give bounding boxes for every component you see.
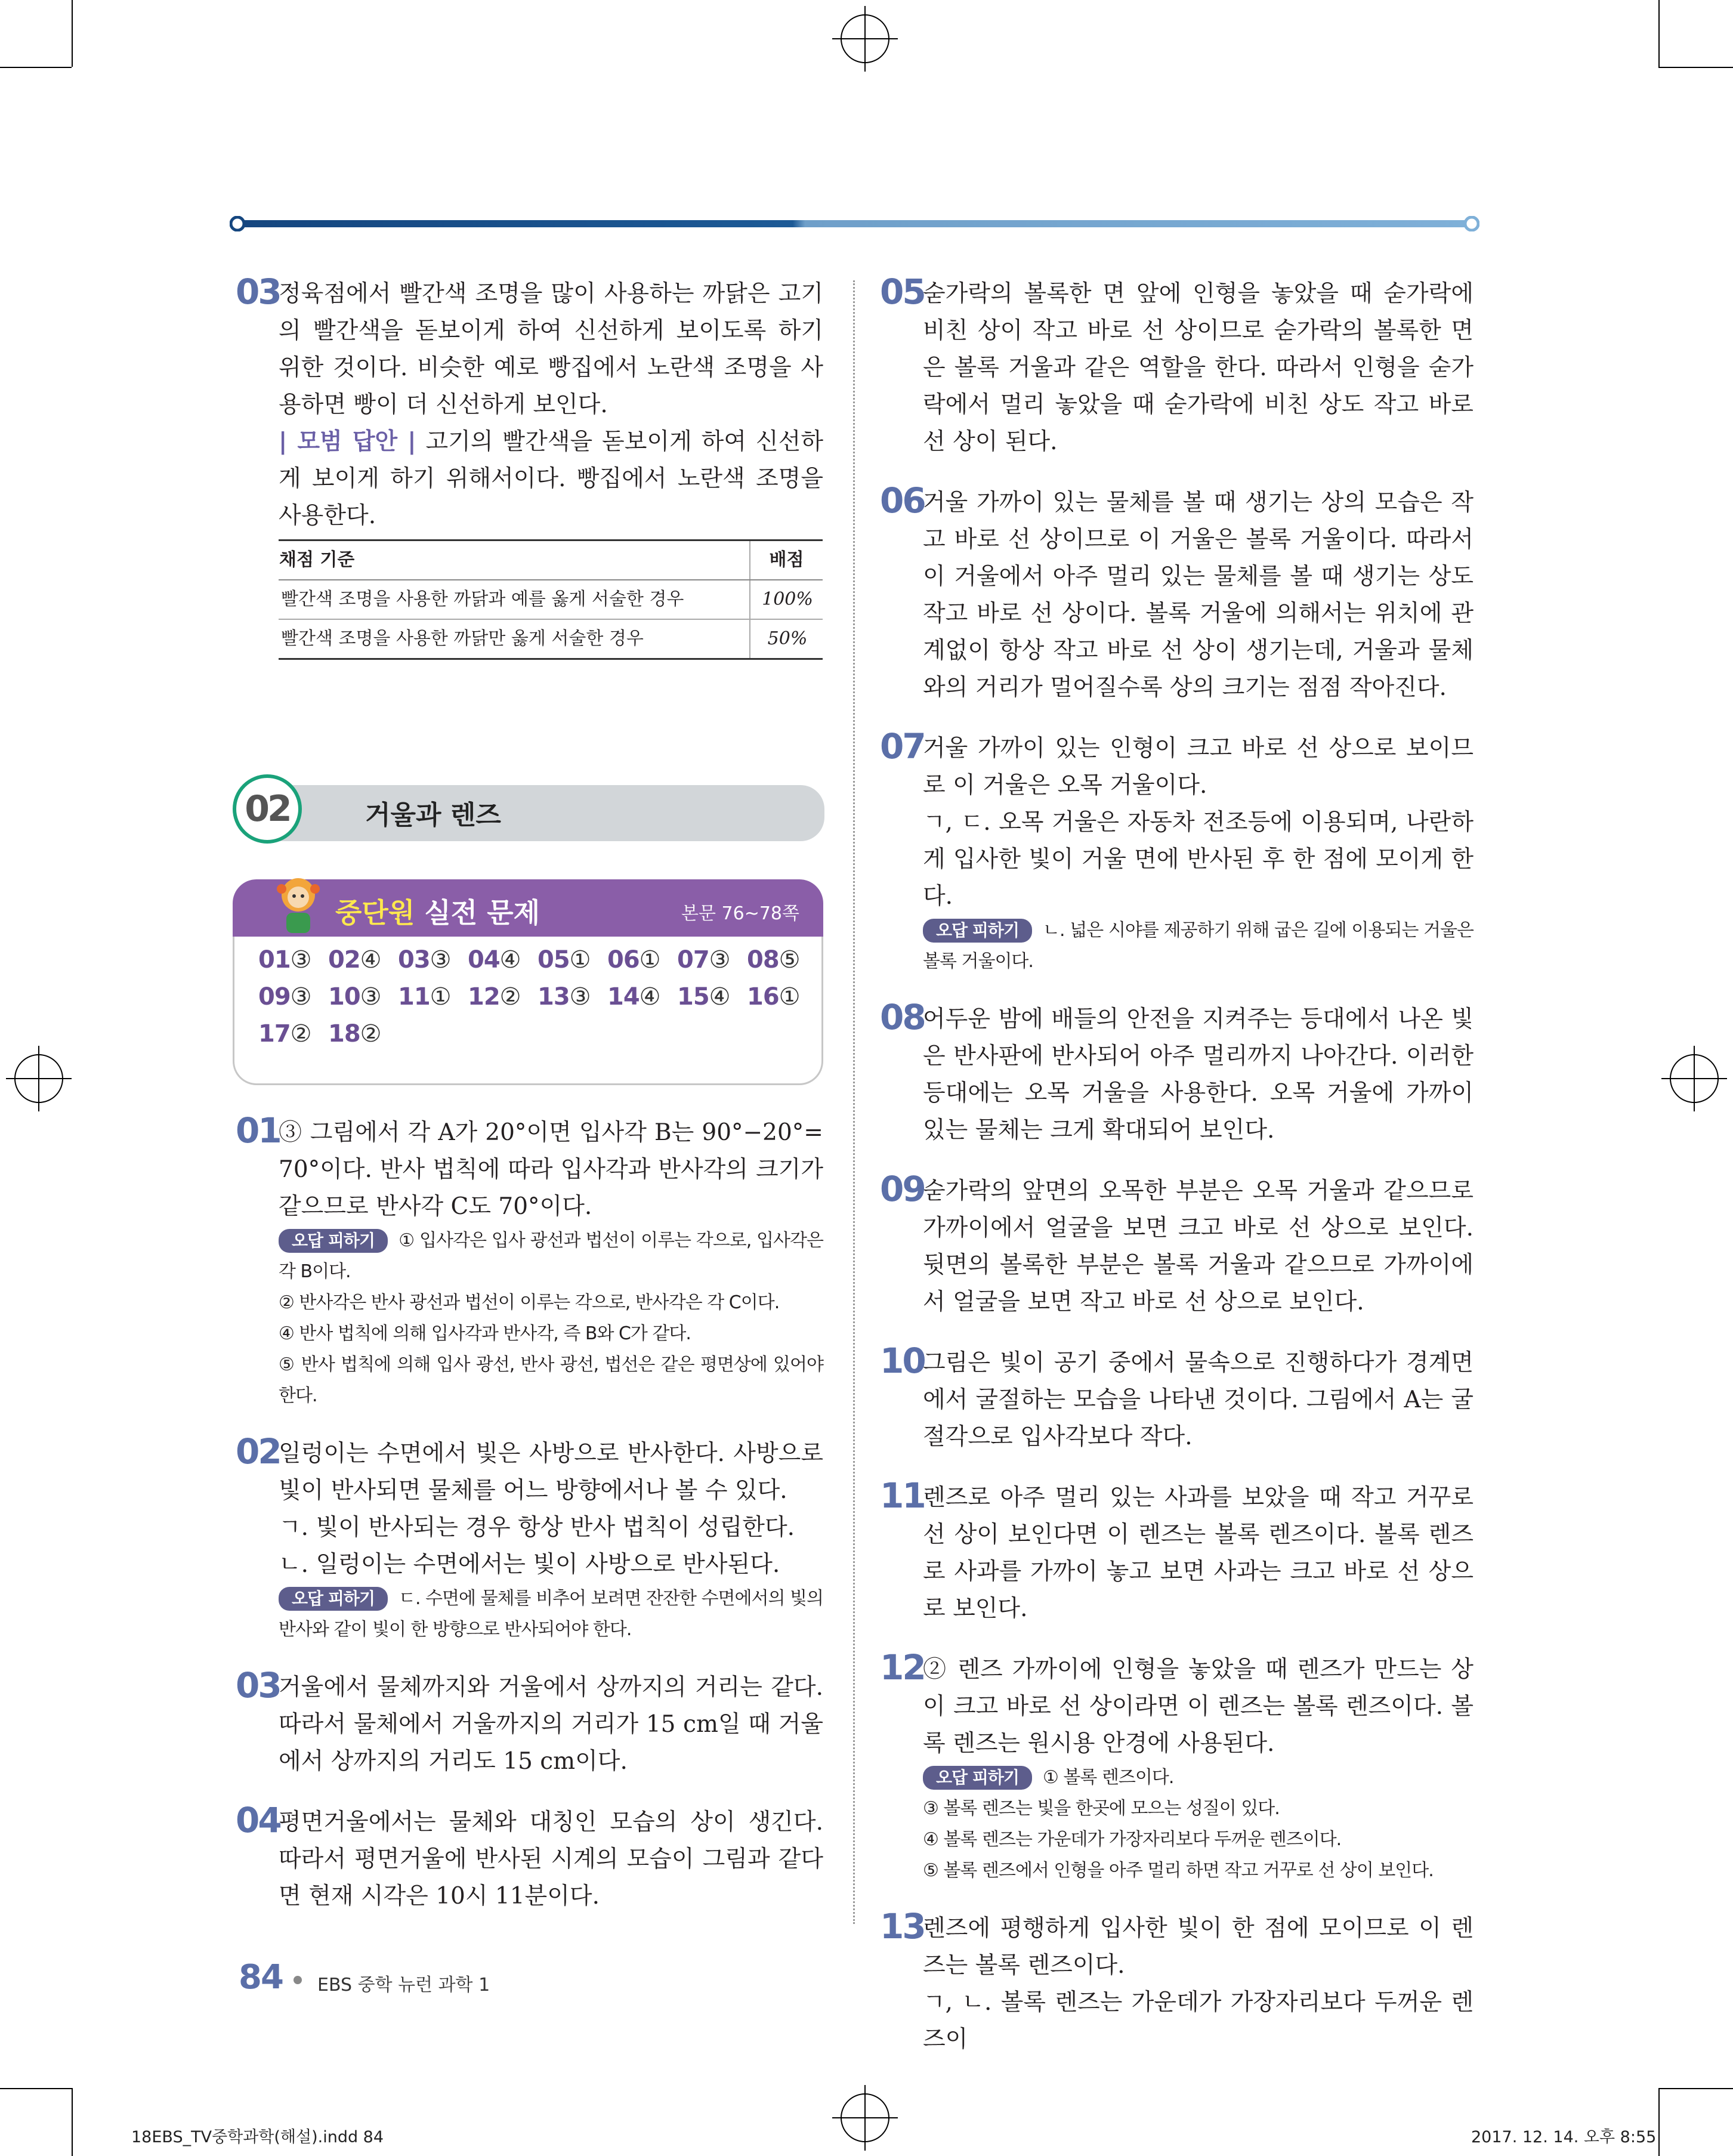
answer-item-03 [236, 1665, 823, 1780]
answer-key-header [233, 879, 823, 937]
answer-key-number: 12 [468, 983, 500, 1011]
crop-mark [1658, 2088, 1733, 2089]
answer-key-choice: ① [430, 983, 451, 1011]
crop-mark [1658, 67, 1733, 68]
wrong-answer-tip [923, 915, 1473, 977]
item-sub: ㄱ, ㄷ. 오목 거울은 자동차 전조등에 이용되며, 나란하게 입사한 빛이 거울 면에 반사된 후 한 점에 모이게 한다. [923, 809, 1473, 910]
answer-key-entry [537, 946, 591, 974]
answer-key-page-ref: 본문 76~78쪽 [681, 903, 799, 924]
item-number: 03 [236, 271, 280, 312]
answer-key-box [233, 879, 823, 1088]
answer-key-choice: ④ [639, 983, 660, 1011]
answer-key-choice: ④ [360, 946, 381, 974]
registration-mark [1661, 1046, 1727, 1111]
answer-key-choice: ③ [290, 946, 311, 974]
crop-mark [1658, 0, 1660, 67]
item-text: 렌즈로 아주 멀리 있는 사과를 보았을 때 작고 거꾸로 선 상이 보인다면 이 렌즈는 볼록 렌즈이다. 볼록 렌즈로 사과를 가까이 놓고 보면 사과는 크고 바로 선 상으로 보인다. [923, 1484, 1473, 1622]
item-number: 13 [880, 1906, 925, 1947]
answer-key-number: 01 [258, 946, 291, 974]
answer-key-choice: ① [569, 946, 591, 974]
item-number: 08 [880, 997, 925, 1037]
mascot-icon [268, 871, 328, 937]
tip-line: ③ 볼록 렌즈는 빛을 한곳에 모으는 성질이 있다. [923, 1798, 1280, 1819]
table-header-points: 배점 [750, 540, 823, 580]
item-number: 09 [880, 1169, 925, 1209]
answer-key-entry [258, 1020, 311, 1048]
answer-key-number: 17 [258, 1020, 291, 1048]
grading-table [279, 539, 823, 660]
crop-mark [0, 2088, 72, 2089]
answer-key-title [335, 891, 540, 931]
item-number: 11 [880, 1475, 925, 1516]
answer-key-choice: ① [779, 983, 800, 1011]
book-title: EBS 중학 뉴런 과학 1 [317, 1975, 490, 1996]
tip-line: ④ 반사 법칙에 의해 입사각과 반사각, 즉 B와 C가 같다. [279, 1323, 691, 1344]
table-cell-criterion: 빨간색 조명을 사용한 까닭만 옳게 서술한 경우 [279, 619, 750, 659]
table-cell-points: 50% [750, 619, 823, 659]
column-divider [853, 280, 855, 1924]
answer-key-choice: ④ [709, 983, 730, 1011]
page-number: 84 [239, 1958, 283, 1997]
answer-key-number: 04 [468, 946, 500, 974]
print-slug-datetime: 2017. 12. 14. 오후 8:55 [1471, 2128, 1657, 2146]
item-text: 그림은 빛이 공기 중에서 물속으로 진행하다가 경계면에서 굴절하는 모습을 나타낸 것이다. 그림에서 A는 굴절각으로 입사각보다 작다. [923, 1349, 1473, 1450]
answer-item-13 [880, 1906, 1473, 2058]
answer-key-entry [258, 946, 311, 974]
item-text: 거울에서 물체까지와 거울에서 상까지의 거리는 같다. 따라서 물체에서 거울까지의 거리가 15 cm일 때 거울에서 상까지의 거리도 15 cm이다. [279, 1674, 823, 1775]
answer-key-entry [328, 1020, 381, 1048]
answer-key-choice: ③ [360, 983, 381, 1011]
crop-mark [1658, 2088, 1660, 2156]
item-sub: ㄱ. 빛이 반사되는 경우 항상 반사 법칙이 성립한다. [279, 1514, 795, 1541]
tip-line: ④ 볼록 렌즈는 가운데가 가장자리보다 두꺼운 렌즈이다. [923, 1829, 1342, 1850]
answer-item-09 [880, 1169, 1473, 1321]
answer-item-02 [236, 1431, 823, 1645]
item-text: 숟가락의 앞면의 오목한 부분은 오목 거울과 같으므로 가까이에서 얼굴을 보면 크고 바로 선 상으로 보인다. 뒷면의 볼록한 부분은 볼록 거울과 같으므로 가까이에서 얼굴을 보면 작고 바로 선 상으로 보인다. [923, 1178, 1473, 1315]
answer-key-number: 05 [537, 946, 570, 974]
answer-key-number: 11 [398, 983, 430, 1011]
model-answer-label: | 모범 답안 | [279, 428, 416, 455]
answer-key-number: 15 [677, 983, 709, 1011]
answer-key-choice: ③ [569, 983, 591, 1011]
answer-key-title-b: 실전 문제 [424, 897, 540, 929]
answer-key-entry [677, 946, 730, 974]
answer-key-choice: ③ [290, 983, 311, 1011]
tip-line: ㄷ. 수면에 물체를 비추어 보려면 잔잔한 수면에서의 빛의 반사와 같이 빛이 한 방향으로 반사되어야 한다. [279, 1588, 823, 1640]
tip-line: ② 반사각은 반사 광선과 법선이 이루는 각으로, 반사각은 각 C이다. [279, 1292, 780, 1313]
answer-item-12 [880, 1647, 1473, 1886]
answer-item-01 [236, 1110, 823, 1411]
answer-key-title-a: 중단원 [335, 897, 415, 929]
answer-key-number: 02 [328, 946, 360, 974]
tip-line: ⑤ 반사 법칙에 의해 입사 광선, 반사 광선, 법선은 같은 평면상에 있어야 한다. [279, 1354, 823, 1406]
answer-key-number: 08 [747, 946, 779, 974]
answer-key-entry [747, 946, 800, 974]
left-column [236, 271, 823, 684]
model-answer-text: 고기의 빨간색을 돋보이게 하여 신선하게 보이게 하기 위해서이다. 빵집에서 노란색 조명을 사용한다. [279, 428, 823, 529]
answer-item-06 [880, 480, 1473, 706]
tip-line: ⑤ 볼록 렌즈에서 인형을 아주 멀리 하면 작고 거꾸로 선 상이 보인다. [923, 1860, 1434, 1881]
item-sub: ㄴ. 일렁이는 수면에서는 빛이 사방으로 반사된다. [279, 1551, 780, 1578]
tip-line: ① 볼록 렌즈이다. [1043, 1767, 1174, 1788]
tip-badge: 오답 피하기 [923, 919, 1032, 943]
registration-mark [832, 6, 898, 72]
answer-key-entry [537, 983, 591, 1011]
item-number: 01 [236, 1110, 280, 1151]
wrong-answer-tip [279, 1225, 823, 1411]
answer-key-choice: ② [499, 983, 521, 1011]
section-title: 거울과 렌즈 [365, 800, 501, 830]
item-number: 05 [880, 271, 925, 312]
answer-key-number: 16 [747, 983, 779, 1011]
wrong-answer-tip [923, 1762, 1473, 1886]
answer-key-choice: ② [290, 1020, 311, 1048]
answer-key-number: 14 [607, 983, 640, 1011]
answer-key-choice: ⑤ [779, 946, 800, 974]
answer-key-number: 03 [398, 946, 430, 974]
item-text: 거울 가까이 있는 물체를 볼 때 생기는 상의 모습은 작고 바로 선 상이므로 이 거울은 볼록 거울이다. 따라서 이 거울에서 아주 멀리 있는 물체를 볼 때 생기는 상도 작고 바로 선 상이다. 볼록 거울에 의해서는 위치에 관계없이 항상 작고 바로 선 상이 생기는데, 거울과 물체와의 거리가 멀어질수록 상의 크기는 점점 작아진다. [923, 489, 1473, 701]
answer-key-choice: ② [360, 1020, 381, 1048]
section-band [268, 785, 824, 841]
crop-mark [72, 2088, 73, 2156]
answer-key-entry [398, 983, 451, 1011]
footer-dot [294, 1976, 302, 1984]
tip-badge: 오답 피하기 [279, 1587, 388, 1611]
item-text: 정육점에서 빨간색 조명을 많이 사용하는 까닭은 고기의 빨간색을 돋보이게 하여 신선하게 보이도록 하기 위한 것이다. 비슷한 예로 빵집에서 노란색 조명을 사용하면 빵이 더 신선하게 보인다. [279, 280, 823, 418]
table-header-criterion: 채점 기준 [279, 540, 750, 580]
answer-item-08 [880, 997, 1473, 1149]
answer-key-entry [258, 983, 311, 1011]
answer-key-entry [468, 946, 521, 974]
table-row [279, 619, 823, 659]
table-header-row [279, 540, 823, 580]
item-text: ③ 그림에서 각 A가 20°이면 입사각 B는 90°−20°= 70°이다. 반사 법칙에 따라 입사각과 반사각의 크기가 같으므로 반사각 C도 70°이다. [279, 1119, 823, 1220]
answer-item-03-descriptive [236, 271, 823, 660]
model-answer [279, 424, 823, 535]
answer-key-entry [398, 946, 451, 974]
item-number: 10 [880, 1340, 925, 1381]
answer-item-11 [880, 1475, 1473, 1627]
registration-mark [832, 2085, 898, 2151]
answer-key-entry [607, 983, 660, 1011]
wrong-answer-tip [279, 1583, 823, 1645]
answer-key-entry [747, 983, 800, 1011]
print-slug-file: 18EBS_TV중학과학(해설).indd 84 [131, 2128, 384, 2146]
table-cell-points: 100% [750, 580, 823, 619]
answer-key-body [233, 937, 823, 1085]
item-text: ② 렌즈 가까이에 인형을 놓았을 때 렌즈가 만드는 상이 크고 바로 선 상이라면 이 렌즈는 볼록 렌즈이다. 볼록 렌즈는 원시용 안경에 사용된다. [923, 1656, 1473, 1757]
crop-mark [72, 0, 73, 67]
registration-mark [6, 1046, 72, 1111]
answer-key-choice: ③ [709, 946, 730, 974]
item-number: 02 [236, 1431, 280, 1472]
header-bar [230, 216, 1479, 231]
answer-item-04 [236, 1800, 823, 1915]
item-text: 어두운 밤에 배들의 안전을 지켜주는 등대에서 나온 빛은 반사판에 반사되어 아주 멀리까지 나아간다. 이러한 등대에는 오목 거울을 사용한다. 오목 거울에 가까이 있는 물체는 크게 확대되어 보인다. [923, 1006, 1473, 1144]
answer-key-number: 06 [607, 946, 640, 974]
answer-item-07 [880, 726, 1473, 977]
tip-line: ① 입사각은 입사 광선과 법선이 이루는 각으로, 입사각은 각 B이다. [279, 1230, 823, 1282]
right-column [880, 271, 1473, 2082]
item-text: 렌즈에 평행하게 입사한 빛이 한 점에 모이므로 이 렌즈는 볼록 렌즈이다. [923, 1915, 1473, 1979]
item-number: 07 [880, 726, 925, 767]
answer-key-number: 09 [258, 983, 291, 1011]
item-text: 숟가락의 볼록한 면 앞에 인형을 놓았을 때 숟가락에 비친 상이 작고 바로 선 상이므로 숟가락의 볼록한 면은 볼록 거울과 같은 역할을 한다. 따라서 인형을 숟가락에서 멀리 놓았을 때 숟가락에 비친 상도 작고 바로 선 상이 된다. [923, 280, 1473, 455]
item-text: 일렁이는 수면에서 빛은 사방으로 반사한다. 사방으로 빛이 반사되면 물체를 어느 방향에서나 볼 수 있다. [279, 1440, 823, 1504]
tip-badge: 오답 피하기 [279, 1229, 388, 1253]
item-number: 04 [236, 1800, 280, 1840]
answer-key-entry [677, 983, 730, 1011]
answer-key-choice: ③ [430, 946, 451, 974]
answer-key-number: 13 [537, 983, 570, 1011]
item-text: 거울 가까이 있는 인형이 크고 바로 선 상으로 보이므로 이 거울은 오목 거울이다. [923, 735, 1473, 799]
answer-key-choice: ④ [499, 946, 521, 974]
item-sub: ㄱ, ㄴ. 볼록 렌즈는 가운데가 가장자리보다 두꺼운 렌즈이 [923, 1989, 1473, 2053]
item-text: 평면거울에서는 물체와 대칭인 모습의 상이 생긴다. 따라서 평면거울에 반사된 시계의 모습이 그림과 같다면 현재 시각은 10시 11분이다. [279, 1809, 823, 1910]
left-column-bottom [236, 1110, 823, 1939]
answer-key-entry [468, 983, 521, 1011]
item-number: 12 [880, 1647, 925, 1688]
crop-mark [0, 67, 72, 68]
section-number: 02 [233, 774, 302, 844]
answer-key-number: 18 [328, 1020, 360, 1048]
tip-line: ㄴ. 넓은 시야를 제공하기 위해 굽은 길에 이용되는 거울은 볼록 거울이다. [923, 920, 1473, 972]
answer-key-entry [607, 946, 660, 974]
answer-key-number: 10 [328, 983, 360, 1011]
answer-item-05 [880, 271, 1473, 461]
answer-item-10 [880, 1340, 1473, 1456]
table-row [279, 580, 823, 619]
item-number: 03 [236, 1665, 280, 1706]
answer-key-entry [328, 983, 381, 1011]
table-cell-criterion: 빨간색 조명을 사용한 까닭과 예를 옳게 서술한 경우 [279, 580, 750, 619]
section-header [233, 774, 824, 842]
answer-key-choice: ① [639, 946, 660, 974]
item-number: 06 [880, 480, 925, 521]
tip-badge: 오답 피하기 [923, 1766, 1032, 1790]
answer-key-entry [328, 946, 381, 974]
answer-key-number: 07 [677, 946, 709, 974]
